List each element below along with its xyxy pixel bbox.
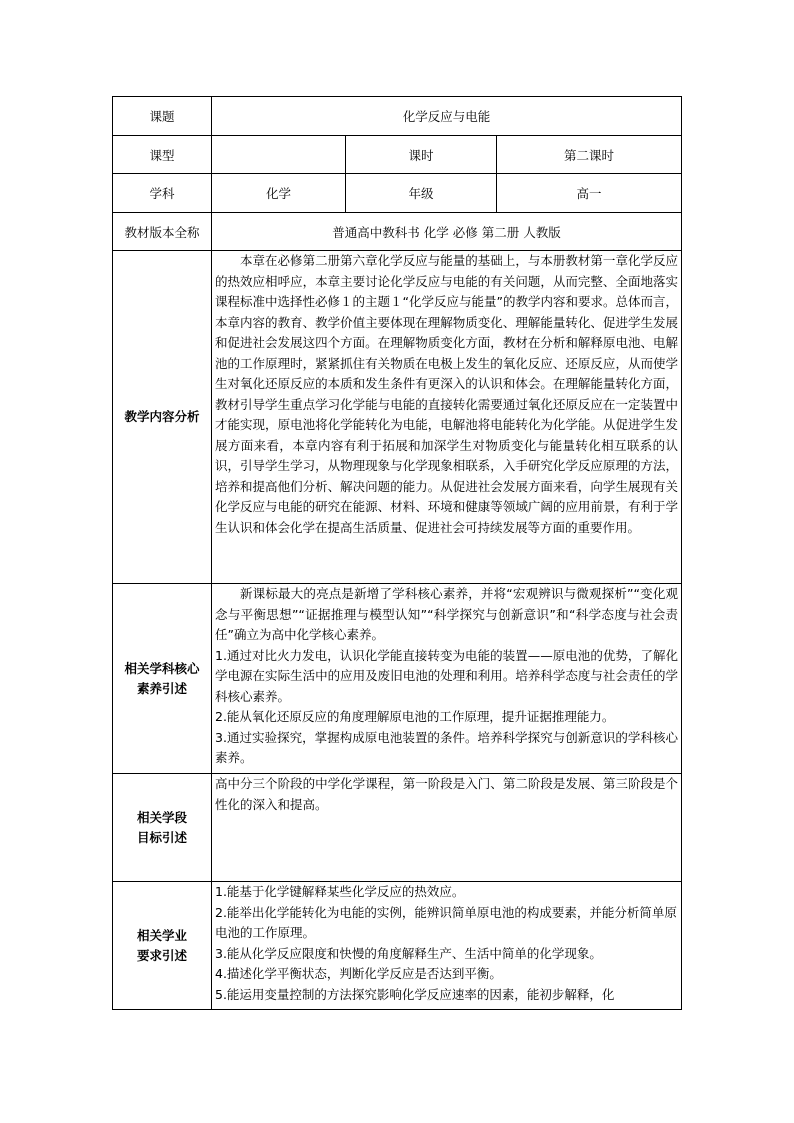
grade-value: 高一 bbox=[497, 174, 682, 213]
requirement-item-2: 2.能举出化学能转化为电能的实例，能辨识简单原电池的构成要素，并能分析简单原电池的工作原理。 bbox=[215, 904, 677, 940]
course-type-label: 课型 bbox=[113, 136, 212, 174]
core-literacy-intro: 新课标最大的亮点是新增了学科核心素养，并将“宏观辨识与微观探析”“变化观念与平衡思想”“证据推理与模型认知”“科学探究与创新意识”和“科学态度与社会责任”确立为高中化学核心素养。 bbox=[215, 586, 679, 642]
topic-value: 化学反应与电能 bbox=[212, 97, 682, 136]
academic-requirements-label bbox=[113, 882, 212, 1010]
stage-goals-text: 高中分三个阶段的中学化学课程，第一阶段是入门、第二阶段是发展、第三阶段是个性化的深入和提高。 bbox=[215, 776, 679, 812]
core-literacy-label bbox=[113, 584, 212, 774]
textbook-label: 教材版本全称 bbox=[113, 213, 212, 251]
core-literacy-label-line2: 素养引述 bbox=[136, 680, 187, 696]
core-literacy-item-1: 1.通过对比火力发电，认识化学能直接转变为电能的装置——原电池的优势，了解化学电源在实际生活中的应用及废旧电池的处理和利用。培养科学态度与社会责任的学科核心素养。 bbox=[215, 647, 679, 704]
stage-goals-label-line1: 相关学段 bbox=[136, 809, 187, 825]
row-content-analysis bbox=[113, 251, 682, 584]
core-literacy-item-2: 2.能从氧化还原反应的角度理解原电池的工作原理，提升证据推理能力。 bbox=[215, 709, 615, 724]
academic-requirements-label-line2: 要求引述 bbox=[136, 947, 187, 963]
requirement-item-5: 5.能运用变量控制的方法探究影响化学反应速率的因素，能初步解释，化 bbox=[215, 986, 615, 1002]
row-textbook bbox=[113, 213, 682, 251]
lesson-plan-table bbox=[112, 96, 682, 1010]
stage-goals-cell bbox=[212, 774, 682, 882]
requirement-item-3: 3.能从化学反应限度和快慢的角度解释生产、生活中简单的化学现象。 bbox=[215, 945, 602, 961]
grade-label: 年级 bbox=[346, 174, 497, 213]
row-core-literacy bbox=[113, 584, 682, 774]
requirement-item-1: 1.能基于化学键解释某些化学反应的热效应。 bbox=[215, 884, 465, 899]
row-course-type bbox=[113, 136, 682, 174]
course-type-value bbox=[212, 136, 346, 174]
subject-label: 学科 bbox=[113, 174, 212, 213]
row-academic-requirements bbox=[113, 882, 682, 1010]
content-analysis-label: 教学内容分析 bbox=[113, 251, 212, 584]
class-hours-label: 课时 bbox=[346, 136, 497, 174]
content-analysis-text: 本章在必修第二册第六章化学反应与能量的基础上，与本册教材第一章化学反应的热效应相呼应，本章主要讨论化学反应与电能的有关问题，从而完整、全面地落实课程标准中选择性必修１的主题１“化学反应与能量”的教学内容和要求。总体而言，本章内容的教育、教学价值主要体现在理解物质变化、理解能量转化、促进学生发展和促进社会发展这四个方面。在理解物质变化方面，教材在分析和解释原电池、电解池的工作原理时，紧紧抓住有关物质在电极上发生的氧化反应、还原反应，从而使学生对氧化还原反应的本质和发生条件有更深入的认识和体会。在理解能量转化方面，教材引导学生重点学习化学能与电能的直接转化需要通过氧化还原反应在一定装置中才能实现，原电池将化学能转化为电能，电解池将电能转化为化学能。从促进学生发展方面来看，本章内容有利于拓展和加深学生对物质变化与能量转化相互联系的认识，引导学生学习，从物理现象与化学现象相联系，入手研究化学反应原理的方法，培养和提高他们分析、解决问题的能力。从促进社会发展方面来看，向学生展现有关化学反应与电能的研究在能源、材料、环境和健康等领域广阔的应用前景，有利于学生认识和体会化学在提高生活质量、促进社会可持续发展等方面的重要作用。 bbox=[215, 253, 679, 535]
row-subject bbox=[113, 174, 682, 213]
core-literacy-cell bbox=[212, 584, 682, 774]
subject-value: 化学 bbox=[212, 174, 346, 213]
core-literacy-label-line1: 相关学科核心 bbox=[124, 660, 200, 676]
row-stage-goals bbox=[113, 774, 682, 882]
topic-label: 课题 bbox=[113, 97, 212, 136]
stage-goals-label-line2: 目标引述 bbox=[136, 829, 187, 845]
content-analysis-cell bbox=[212, 251, 682, 584]
academic-requirements-label-line1: 相关学业 bbox=[136, 927, 187, 943]
stage-goals-label bbox=[113, 774, 212, 882]
requirement-item-4: 4.描述化学平衡状态，判断化学反应是否达到平衡。 bbox=[215, 966, 502, 981]
row-topic bbox=[113, 97, 682, 136]
class-hours-value: 第二课时 bbox=[497, 136, 682, 174]
textbook-value: 普通高中教科书 化学 必修 第二册 人教版 bbox=[212, 213, 682, 251]
core-literacy-item-3: 3.通过实验探究，掌握构成原电池装置的条件。培养科学探究与创新意识的学科核心素养。 bbox=[215, 729, 679, 765]
academic-requirements-cell bbox=[212, 882, 682, 1010]
